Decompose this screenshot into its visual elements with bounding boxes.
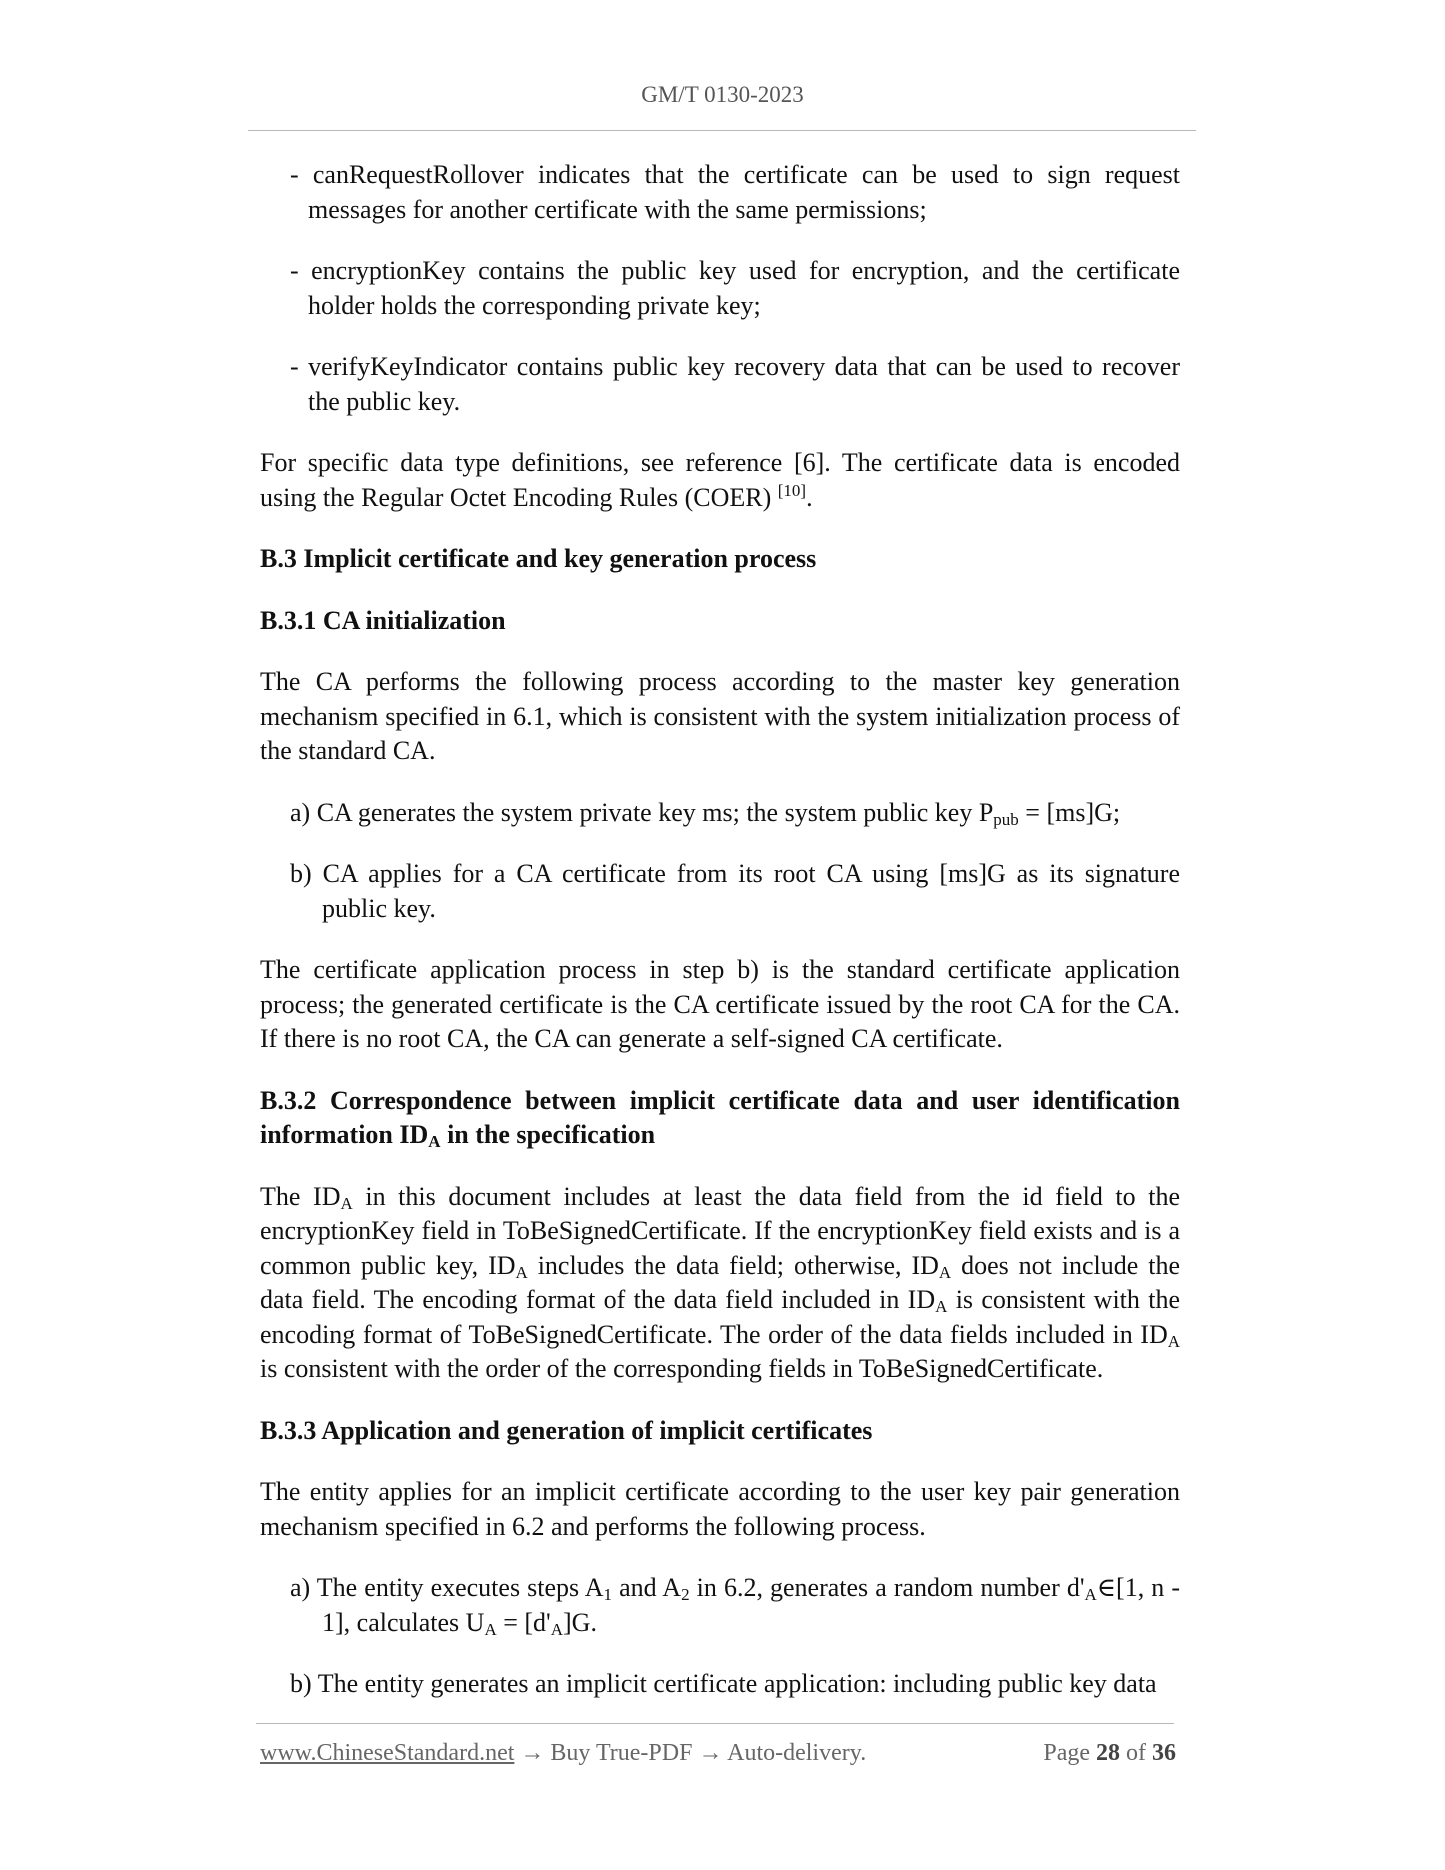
reference-text: For specific data type definitions, see reference [6]. The certificate data is encoded using the Regular Octet Encoding Rules (COER) [260,448,1180,512]
page-header-title: GM/T 0130-2023 [641,82,804,107]
ppub-subscript: pub [993,809,1019,829]
current-page: 28 [1096,1740,1120,1766]
item-a2-text-1: a) The entity executes steps A [290,1573,604,1602]
section-heading-b3: B.3 Implicit certificate and key generation process [260,544,817,573]
paragraph-reference [260,446,1180,515]
ida-subscript: A [340,1193,353,1213]
ida-subscript: A [515,1262,528,1282]
heading-b32-text-end: in the specification [440,1120,656,1149]
section-heading-b31: B.3.1 CA initialization [260,605,506,635]
list-item-b-ca: b) CA applies for a CA certificate from its root CA using [ms]G as its signature public key. [290,859,1180,923]
subscript: A [484,1619,497,1639]
heading-b32-subscript: A [428,1132,441,1151]
header-divider [248,130,1196,131]
footer-site-link[interactable]: www.ChineseStandard.net [260,1740,515,1766]
item-a2-text-4: ∈[1, n - 1], calculates U [322,1573,1180,1637]
item-a2-text-6: ]G. [563,1607,597,1637]
paragraph-id-a [260,1180,1180,1387]
footer-divider [256,1723,1174,1724]
reference-end: . [806,482,813,512]
subscript: A [550,1619,564,1639]
ida-subscript: A [935,1297,948,1316]
item-a2-text-2: and A [612,1573,682,1602]
bullet-can-request-rollover: - canRequestRollover indicates that the certificate can be used to sign request messages for another certificate with the same permissions; [290,160,1180,224]
total-pages: 36 [1152,1740,1176,1766]
page-footer [260,1740,1176,1767]
ida-subscript: A [938,1262,952,1282]
ida-term: ID [907,1285,936,1314]
page-label: Page [1043,1740,1090,1766]
ida-text-3: includes the data field; otherwise, [527,1250,912,1280]
subscript: 1 [603,1585,613,1604]
section-heading-b32 [260,1084,1180,1153]
footer-promo: → Buy True-PDF → Auto-delivery. [514,1740,867,1766]
section-heading-b33: B.3.3 Application and generation of implicit certificates [260,1415,873,1445]
ida-term: ID [911,1250,939,1280]
ida-text-2: in this document includes at least the data field from the id field to the encryptionKey field in ToBeSignedCertificate. If the encryptionKey field exists and is a common public key, [260,1181,1181,1280]
subscript: 2 [681,1585,690,1604]
subscript: A [1084,1585,1097,1604]
list-item-b-entity: b) The entity generates an implicit certificate application: including public key data [290,1669,1157,1698]
item-a2-text-3: in 6.2, generates a random number d' [689,1573,1085,1602]
item-a-text: a) CA generates the system private key ms; the system public key P [290,797,994,827]
citation-superscript: [10] [777,480,807,500]
document-body [260,158,1180,1729]
paragraph-ca-initialization: The CA performs the following process according to the master key generation mechanism specified in 6.1, which is consistent with the system initialization process of the standard CA. [260,667,1180,765]
ida-text-5: is consistent with the encoding format of ToBeSignedCertificate. The order of the data fields included in [260,1285,1180,1349]
heading-b32-text: B.3.2 Correspondence between implicit certificate data and user identification information ID [260,1085,1180,1149]
list-item-a-entity [260,1571,1180,1640]
ida-text-4: does not include the data field. The encoding format of the data field included in [260,1250,1180,1314]
item-a2-text-5: = [d' [496,1607,551,1637]
item-a-text-end: = [ms]G; [1018,797,1121,827]
ida-term: ID [313,1181,341,1211]
list-item-a-ca [260,796,1180,831]
ida-subscript: A [1167,1331,1180,1351]
ida-term: ID [1140,1319,1168,1349]
bullet-encryption-key: - encryptionKey contains the public key used for encryption, and the certificate holder holds the corresponding private key; [290,256,1180,320]
of-label: of [1126,1740,1146,1766]
paragraph-entity-application: The entity applies for an implicit certificate according to the user key pair generation mechanism specified in 6.2 and performs the following process. [260,1477,1180,1541]
bullet-verify-key-indicator: - verifyKeyIndicator contains public key recovery data that can be used to recover the public key. [290,352,1180,416]
ida-text-6: is consistent with the order of the corresponding fields in ToBeSignedCertificate. [260,1354,1104,1383]
ida-text-1: The [260,1181,314,1211]
paragraph-certificate-application: The certificate application process in step b) is the standard certificate application process; the generated certificate is the CA certificate issued by the root CA for the CA. If there is no root CA, the CA can generate a self-signed CA certificate. [260,955,1180,1053]
ida-term: ID [488,1250,516,1280]
page-number [1043,1740,1176,1767]
